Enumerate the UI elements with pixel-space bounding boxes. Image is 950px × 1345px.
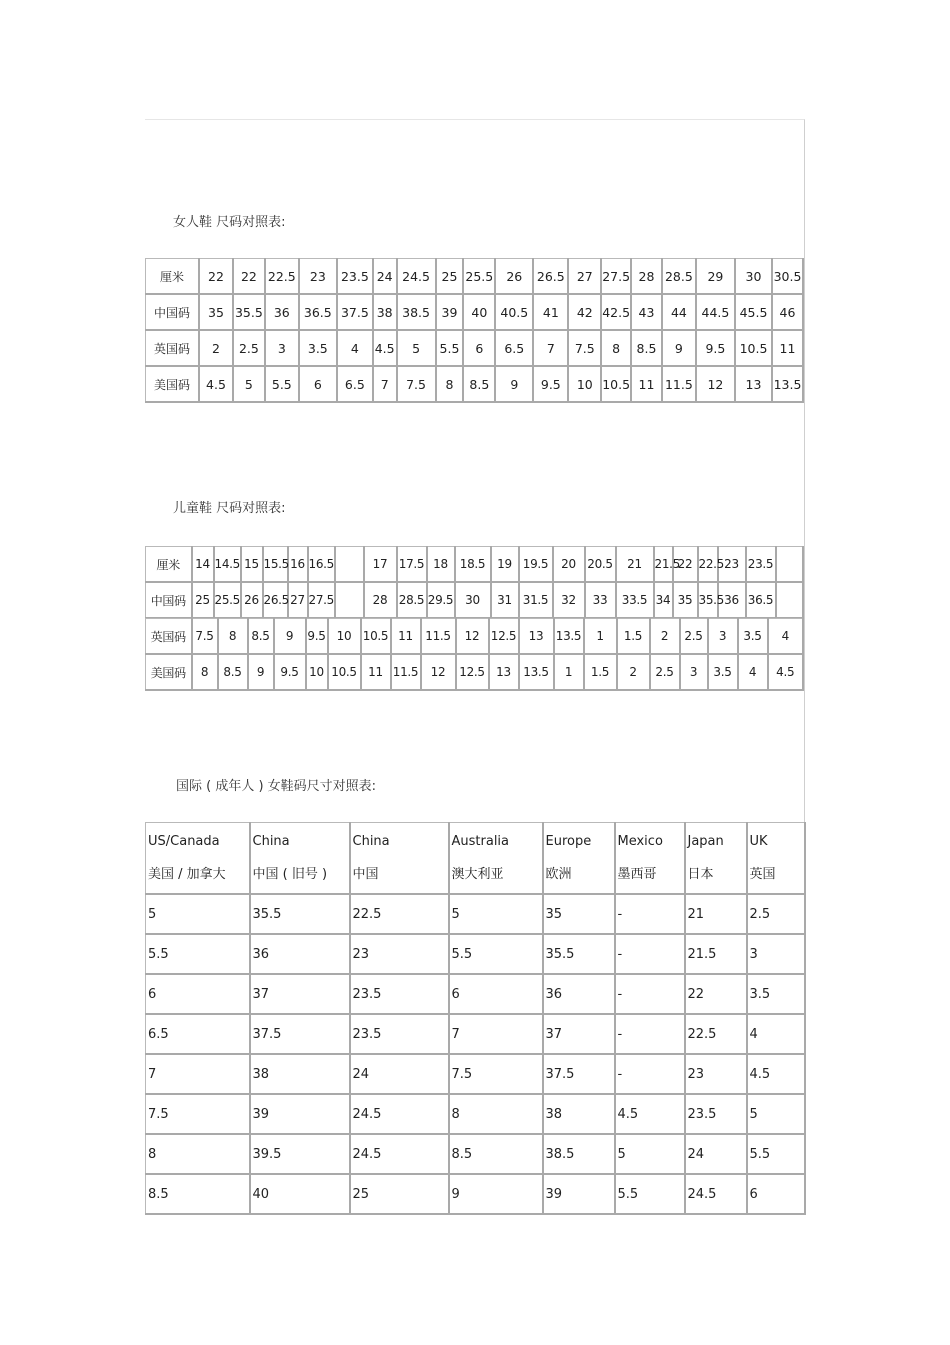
- table-cell: 7: [373, 366, 397, 402]
- table-cell: 39: [543, 1174, 615, 1214]
- header-zh: 中国: [352, 867, 379, 882]
- table-cell: 5: [146, 894, 250, 934]
- table-cell: [335, 547, 364, 583]
- table-cell: 10: [328, 619, 361, 655]
- header-zh: 欧洲: [545, 867, 572, 882]
- table-cell: 18.5: [455, 547, 491, 583]
- table-cell: 20: [553, 547, 585, 583]
- header-zh: 英国: [749, 867, 776, 882]
- table-cell: 5.5: [265, 366, 299, 402]
- table-cell: 33.5: [616, 582, 654, 618]
- header-en: US/Canada: [148, 834, 220, 849]
- table-row: [146, 366, 804, 402]
- table-cell: 8: [449, 1094, 543, 1134]
- table-cell: 35: [543, 894, 615, 934]
- table-cell: 2: [650, 619, 680, 655]
- table-cell: 4: [337, 330, 373, 366]
- table-cell: 13.5: [772, 366, 803, 402]
- table-cell: 27: [288, 582, 308, 618]
- row-label: 厘米: [146, 547, 192, 583]
- table-cell: 8.5: [463, 366, 495, 402]
- row-label: 美国码: [146, 654, 192, 690]
- table-cell: 13.5: [554, 619, 584, 655]
- table-cell: 9.5: [274, 654, 306, 690]
- table-row: [146, 1094, 805, 1134]
- column-header: [350, 823, 449, 895]
- table-cell: [776, 547, 804, 583]
- table-cell: 4.5: [199, 366, 233, 402]
- table-cell: 19: [491, 547, 519, 583]
- table-cell: 38.5: [543, 1134, 615, 1174]
- table-cell: 9: [495, 366, 533, 402]
- table-cell: 13: [489, 654, 519, 690]
- table-cell: 6: [747, 1174, 805, 1214]
- table-cell: 4.5: [615, 1094, 685, 1134]
- table-cell: [776, 582, 804, 618]
- table-cell: 6: [146, 974, 250, 1014]
- table-row: [146, 934, 805, 974]
- table-cell: 9: [274, 619, 306, 655]
- column-header: [146, 823, 250, 895]
- table-cell: 10.5: [601, 366, 631, 402]
- table-cell: 5.5: [615, 1174, 685, 1214]
- table-cell: 35: [673, 582, 698, 618]
- table-cell: 14: [192, 547, 214, 583]
- table-cell: 6.5: [337, 366, 373, 402]
- table-cell: 33: [585, 582, 616, 618]
- table-cell: 2.5: [650, 654, 680, 690]
- table-cell: 25: [350, 1174, 449, 1214]
- table-cell: 17.5: [397, 547, 427, 583]
- table-cell: [335, 582, 364, 618]
- table-cell: 10: [568, 366, 601, 402]
- table-cell: 36.5: [299, 294, 337, 330]
- table-cell: 22: [233, 259, 265, 295]
- header-zh: 墨西哥: [617, 867, 657, 882]
- table-cell: 23: [299, 259, 337, 295]
- table-cell: 27: [568, 259, 601, 295]
- table-cell: 20.5: [585, 547, 616, 583]
- header-en: UK: [749, 834, 768, 849]
- table-cell: 11: [391, 619, 421, 655]
- women-size-table: [145, 258, 804, 403]
- header-en: Japan: [687, 834, 724, 849]
- table-cell: 3: [680, 654, 708, 690]
- table-row: [146, 547, 804, 583]
- table-cell: 30: [455, 582, 491, 618]
- table-cell: 31.5: [519, 582, 553, 618]
- table-cell: 5.5: [747, 1134, 805, 1174]
- table-cell: 8: [601, 330, 631, 366]
- table-cell: 36.5: [746, 582, 776, 618]
- table-cell: 24.5: [397, 259, 436, 295]
- table-cell: 21: [685, 894, 747, 934]
- table-cell: 25: [192, 582, 214, 618]
- table-cell: 8: [192, 654, 218, 690]
- women-caption: 女人鞋 尺码对照表:: [173, 215, 286, 230]
- table-cell: 6.5: [146, 1014, 250, 1054]
- table-cell: 8: [146, 1134, 250, 1174]
- table-cell: 4.5: [373, 330, 397, 366]
- table-cell: 16: [288, 547, 308, 583]
- table-cell: 10.5: [328, 654, 361, 690]
- table-cell: 5: [397, 330, 436, 366]
- row-label: 厘米: [146, 259, 200, 295]
- table-cell: 2: [199, 330, 233, 366]
- table-cell: 24.5: [350, 1094, 449, 1134]
- table-row: [146, 1054, 805, 1094]
- table-cell: 22: [673, 547, 698, 583]
- table-cell: 23: [718, 547, 746, 583]
- table-cell: 23: [350, 934, 449, 974]
- table-cell: 13: [735, 366, 772, 402]
- column-header: [449, 823, 543, 895]
- table-cell: 22.5: [698, 547, 718, 583]
- table-cell: 21.5: [685, 934, 747, 974]
- table-cell: 39: [436, 294, 464, 330]
- table-cell: 23.5: [350, 1014, 449, 1054]
- table-cell: 25.5: [463, 259, 495, 295]
- table-cell: 32: [553, 582, 585, 618]
- table-cell: 27.5: [308, 582, 335, 618]
- table-cell: 4: [768, 619, 804, 655]
- column-header: [747, 823, 805, 895]
- table-cell: 7.5: [397, 366, 436, 402]
- table-cell: 35.5: [233, 294, 265, 330]
- table-cell: 43: [631, 294, 662, 330]
- table-row: [146, 330, 804, 366]
- header-en: Mexico: [617, 834, 663, 849]
- table-cell: 21: [616, 547, 654, 583]
- table-cell: 11.5: [662, 366, 696, 402]
- table-cell: 26: [495, 259, 533, 295]
- table-cell: 40: [250, 1174, 350, 1214]
- table-cell: 7.5: [568, 330, 601, 366]
- table-cell: 18: [427, 547, 455, 583]
- table-row: [146, 1014, 805, 1054]
- kids-size-table: [145, 546, 804, 692]
- table-cell: 24: [685, 1134, 747, 1174]
- table-cell: 41: [533, 294, 568, 330]
- table-cell: 11: [772, 330, 803, 366]
- table-cell: 11.5: [421, 619, 456, 655]
- table-row: [146, 259, 804, 295]
- table-cell: 24: [350, 1054, 449, 1094]
- table-cell: 35: [199, 294, 233, 330]
- table-cell: 3.5: [738, 619, 768, 655]
- table-cell: 7.5: [449, 1054, 543, 1094]
- table-cell: 3.5: [299, 330, 337, 366]
- table-cell: 1: [584, 619, 617, 655]
- table-cell: 35.5: [698, 582, 718, 618]
- table-cell: 22.5: [350, 894, 449, 934]
- table-cell: 44: [662, 294, 696, 330]
- table-cell: 22.5: [265, 259, 299, 295]
- table-cell: 9: [662, 330, 696, 366]
- table-cell: 37: [250, 974, 350, 1014]
- table-cell: 25.5: [214, 582, 241, 618]
- table-cell: 38.5: [397, 294, 436, 330]
- table-cell: 26.5: [263, 582, 288, 618]
- table-cell: -: [615, 1054, 685, 1094]
- table-row: [146, 294, 804, 330]
- table-cell: 42.5: [601, 294, 631, 330]
- table-cell: 36: [265, 294, 299, 330]
- table-cell: 36: [718, 582, 746, 618]
- table-cell: 34: [654, 582, 673, 618]
- kids-caption: 儿童鞋 尺码对照表:: [173, 501, 286, 516]
- table-cell: 4: [747, 1014, 805, 1054]
- table-cell: 10.5: [361, 619, 391, 655]
- row-label: 英国码: [146, 619, 192, 655]
- table-cell: 5: [615, 1134, 685, 1174]
- table-cell: 5: [233, 366, 265, 402]
- table-cell: 13: [519, 619, 554, 655]
- table-cell: 7.5: [192, 619, 218, 655]
- table-cell: 21.5: [654, 547, 673, 583]
- table-cell: 40: [463, 294, 495, 330]
- table-cell: 15.5: [263, 547, 288, 583]
- table-cell: 28: [364, 582, 397, 618]
- table-cell: 1.5: [617, 619, 650, 655]
- table-cell: 4.5: [768, 654, 804, 690]
- table-cell: 30: [735, 259, 772, 295]
- row-label: 中国码: [146, 294, 200, 330]
- table-cell: 23.5: [350, 974, 449, 1014]
- table-cell: 26.5: [533, 259, 568, 295]
- table-cell: 39.5: [250, 1134, 350, 1174]
- table-cell: 3: [747, 934, 805, 974]
- table-cell: 9.5: [696, 330, 735, 366]
- column-header: [250, 823, 350, 895]
- table-cell: 6: [449, 974, 543, 1014]
- table-cell: 44.5: [696, 294, 735, 330]
- table-cell: -: [615, 894, 685, 934]
- table-cell: 22: [199, 259, 233, 295]
- header-zh: 美国 / 加拿大: [148, 867, 226, 882]
- table-cell: 25: [436, 259, 464, 295]
- table-cell: 9.5: [533, 366, 568, 402]
- table-cell: 3: [708, 619, 738, 655]
- table-cell: -: [615, 934, 685, 974]
- table-cell: 6: [299, 366, 337, 402]
- table-cell: 11: [361, 654, 391, 690]
- table-cell: 3.5: [708, 654, 738, 690]
- table-cell: 38: [250, 1054, 350, 1094]
- table-cell: 12: [456, 619, 489, 655]
- table-cell: 14.5: [214, 547, 241, 583]
- table-cell: 5.5: [436, 330, 464, 366]
- header-zh: 澳大利亚: [451, 867, 504, 882]
- kids-size-subtable: [145, 546, 804, 619]
- table-row: [146, 582, 804, 618]
- table-cell: 36: [543, 974, 615, 1014]
- table-cell: 5.5: [146, 934, 250, 974]
- table-cell: 5: [449, 894, 543, 934]
- table-cell: 9: [248, 654, 274, 690]
- table-cell: 9.5: [306, 619, 328, 655]
- table-cell: 24.5: [350, 1134, 449, 1174]
- table-cell: 1.5: [584, 654, 617, 690]
- table-cell: 5: [747, 1094, 805, 1134]
- table-row: [146, 654, 804, 690]
- table-cell: 36: [250, 934, 350, 974]
- table-cell: 29.5: [427, 582, 455, 618]
- table-cell: 8.5: [631, 330, 662, 366]
- table-cell: 3: [265, 330, 299, 366]
- table-cell: 28: [631, 259, 662, 295]
- table-cell: 2.5: [680, 619, 708, 655]
- intl-caption: 国际 ( 成年人 ) 女鞋码尺寸对照表:: [176, 779, 377, 794]
- table-cell: 24.5: [685, 1174, 747, 1214]
- header-zh: 中国 ( 旧号 ): [252, 867, 328, 882]
- header-en: China: [252, 834, 290, 849]
- table-cell: 26: [241, 582, 263, 618]
- table-cell: 5.5: [449, 934, 543, 974]
- header-en: Australia: [451, 834, 510, 849]
- column-header: [685, 823, 747, 895]
- table-cell: 6: [463, 330, 495, 366]
- table-cell: 11.5: [391, 654, 421, 690]
- table-cell: 45.5: [735, 294, 772, 330]
- table-cell: -: [615, 974, 685, 1014]
- kids-size-subtable: [145, 618, 804, 691]
- table-cell: 8: [218, 619, 248, 655]
- table-cell: 11: [631, 366, 662, 402]
- intl-size-table: [145, 822, 806, 1215]
- table-cell: 30.5: [772, 259, 803, 295]
- table-cell: 29: [696, 259, 735, 295]
- table-cell: 24: [373, 259, 397, 295]
- table-cell: 46: [772, 294, 803, 330]
- header-en: Europe: [545, 834, 592, 849]
- table-cell: 37.5: [337, 294, 373, 330]
- table-cell: 7: [449, 1014, 543, 1054]
- table-cell: 8: [436, 366, 464, 402]
- table-cell: 8.5: [146, 1174, 250, 1214]
- row-label: 英国码: [146, 330, 200, 366]
- table-cell: 28.5: [397, 582, 427, 618]
- table-cell: 19.5: [519, 547, 553, 583]
- table-cell: 40.5: [495, 294, 533, 330]
- header-zh: 日本: [687, 867, 714, 882]
- table-cell: 37.5: [543, 1054, 615, 1094]
- table-cell: 8.5: [218, 654, 248, 690]
- table-cell: 3.5: [747, 974, 805, 1014]
- table-cell: 15: [241, 547, 263, 583]
- table-cell: 12: [421, 654, 456, 690]
- table-cell: 8.5: [449, 1134, 543, 1174]
- header-en: China: [352, 834, 390, 849]
- table-cell: 2.5: [747, 894, 805, 934]
- table-cell: 1: [554, 654, 584, 690]
- table-cell: 8.5: [248, 619, 274, 655]
- table-row: [146, 1134, 805, 1174]
- table-cell: -: [615, 1014, 685, 1054]
- table-cell: 2: [617, 654, 650, 690]
- table-cell: 17: [364, 547, 397, 583]
- table-cell: 4.5: [747, 1054, 805, 1094]
- table-cell: 7: [146, 1054, 250, 1094]
- table-row: [146, 1174, 805, 1214]
- table-cell: 12.5: [456, 654, 489, 690]
- table-cell: 23.5: [685, 1094, 747, 1134]
- table-cell: 16.5: [308, 547, 335, 583]
- table-cell: 7.5: [146, 1094, 250, 1134]
- table-cell: 28.5: [662, 259, 696, 295]
- table-cell: 37: [543, 1014, 615, 1054]
- table-cell: 7: [533, 330, 568, 366]
- header-row: [146, 823, 805, 895]
- table-cell: 9: [449, 1174, 543, 1214]
- table-cell: 27.5: [601, 259, 631, 295]
- table-cell: 37.5: [250, 1014, 350, 1054]
- table-cell: 22: [685, 974, 747, 1014]
- table-cell: 35.5: [250, 894, 350, 934]
- table-cell: 12.5: [489, 619, 519, 655]
- table-cell: 38: [543, 1094, 615, 1134]
- table-cell: 35.5: [543, 934, 615, 974]
- table-cell: 22.5: [685, 1014, 747, 1054]
- table-cell: 12: [696, 366, 735, 402]
- table-cell: 2.5: [233, 330, 265, 366]
- table-cell: 23.5: [746, 547, 776, 583]
- table-cell: 23.5: [337, 259, 373, 295]
- column-header: [615, 823, 685, 895]
- table-cell: 13.5: [519, 654, 554, 690]
- table-row: [146, 974, 805, 1014]
- table-cell: 10: [306, 654, 328, 690]
- table-cell: 6.5: [495, 330, 533, 366]
- table-cell: 31: [491, 582, 519, 618]
- column-header: [543, 823, 615, 895]
- table-cell: 39: [250, 1094, 350, 1134]
- table-cell: 23: [685, 1054, 747, 1094]
- row-label: 中国码: [146, 582, 192, 618]
- table-cell: 10.5: [735, 330, 772, 366]
- table-cell: 4: [738, 654, 768, 690]
- table-row: [146, 619, 804, 655]
- table-cell: 42: [568, 294, 601, 330]
- row-label: 美国码: [146, 366, 200, 402]
- table-row: [146, 894, 805, 934]
- table-cell: 38: [373, 294, 397, 330]
